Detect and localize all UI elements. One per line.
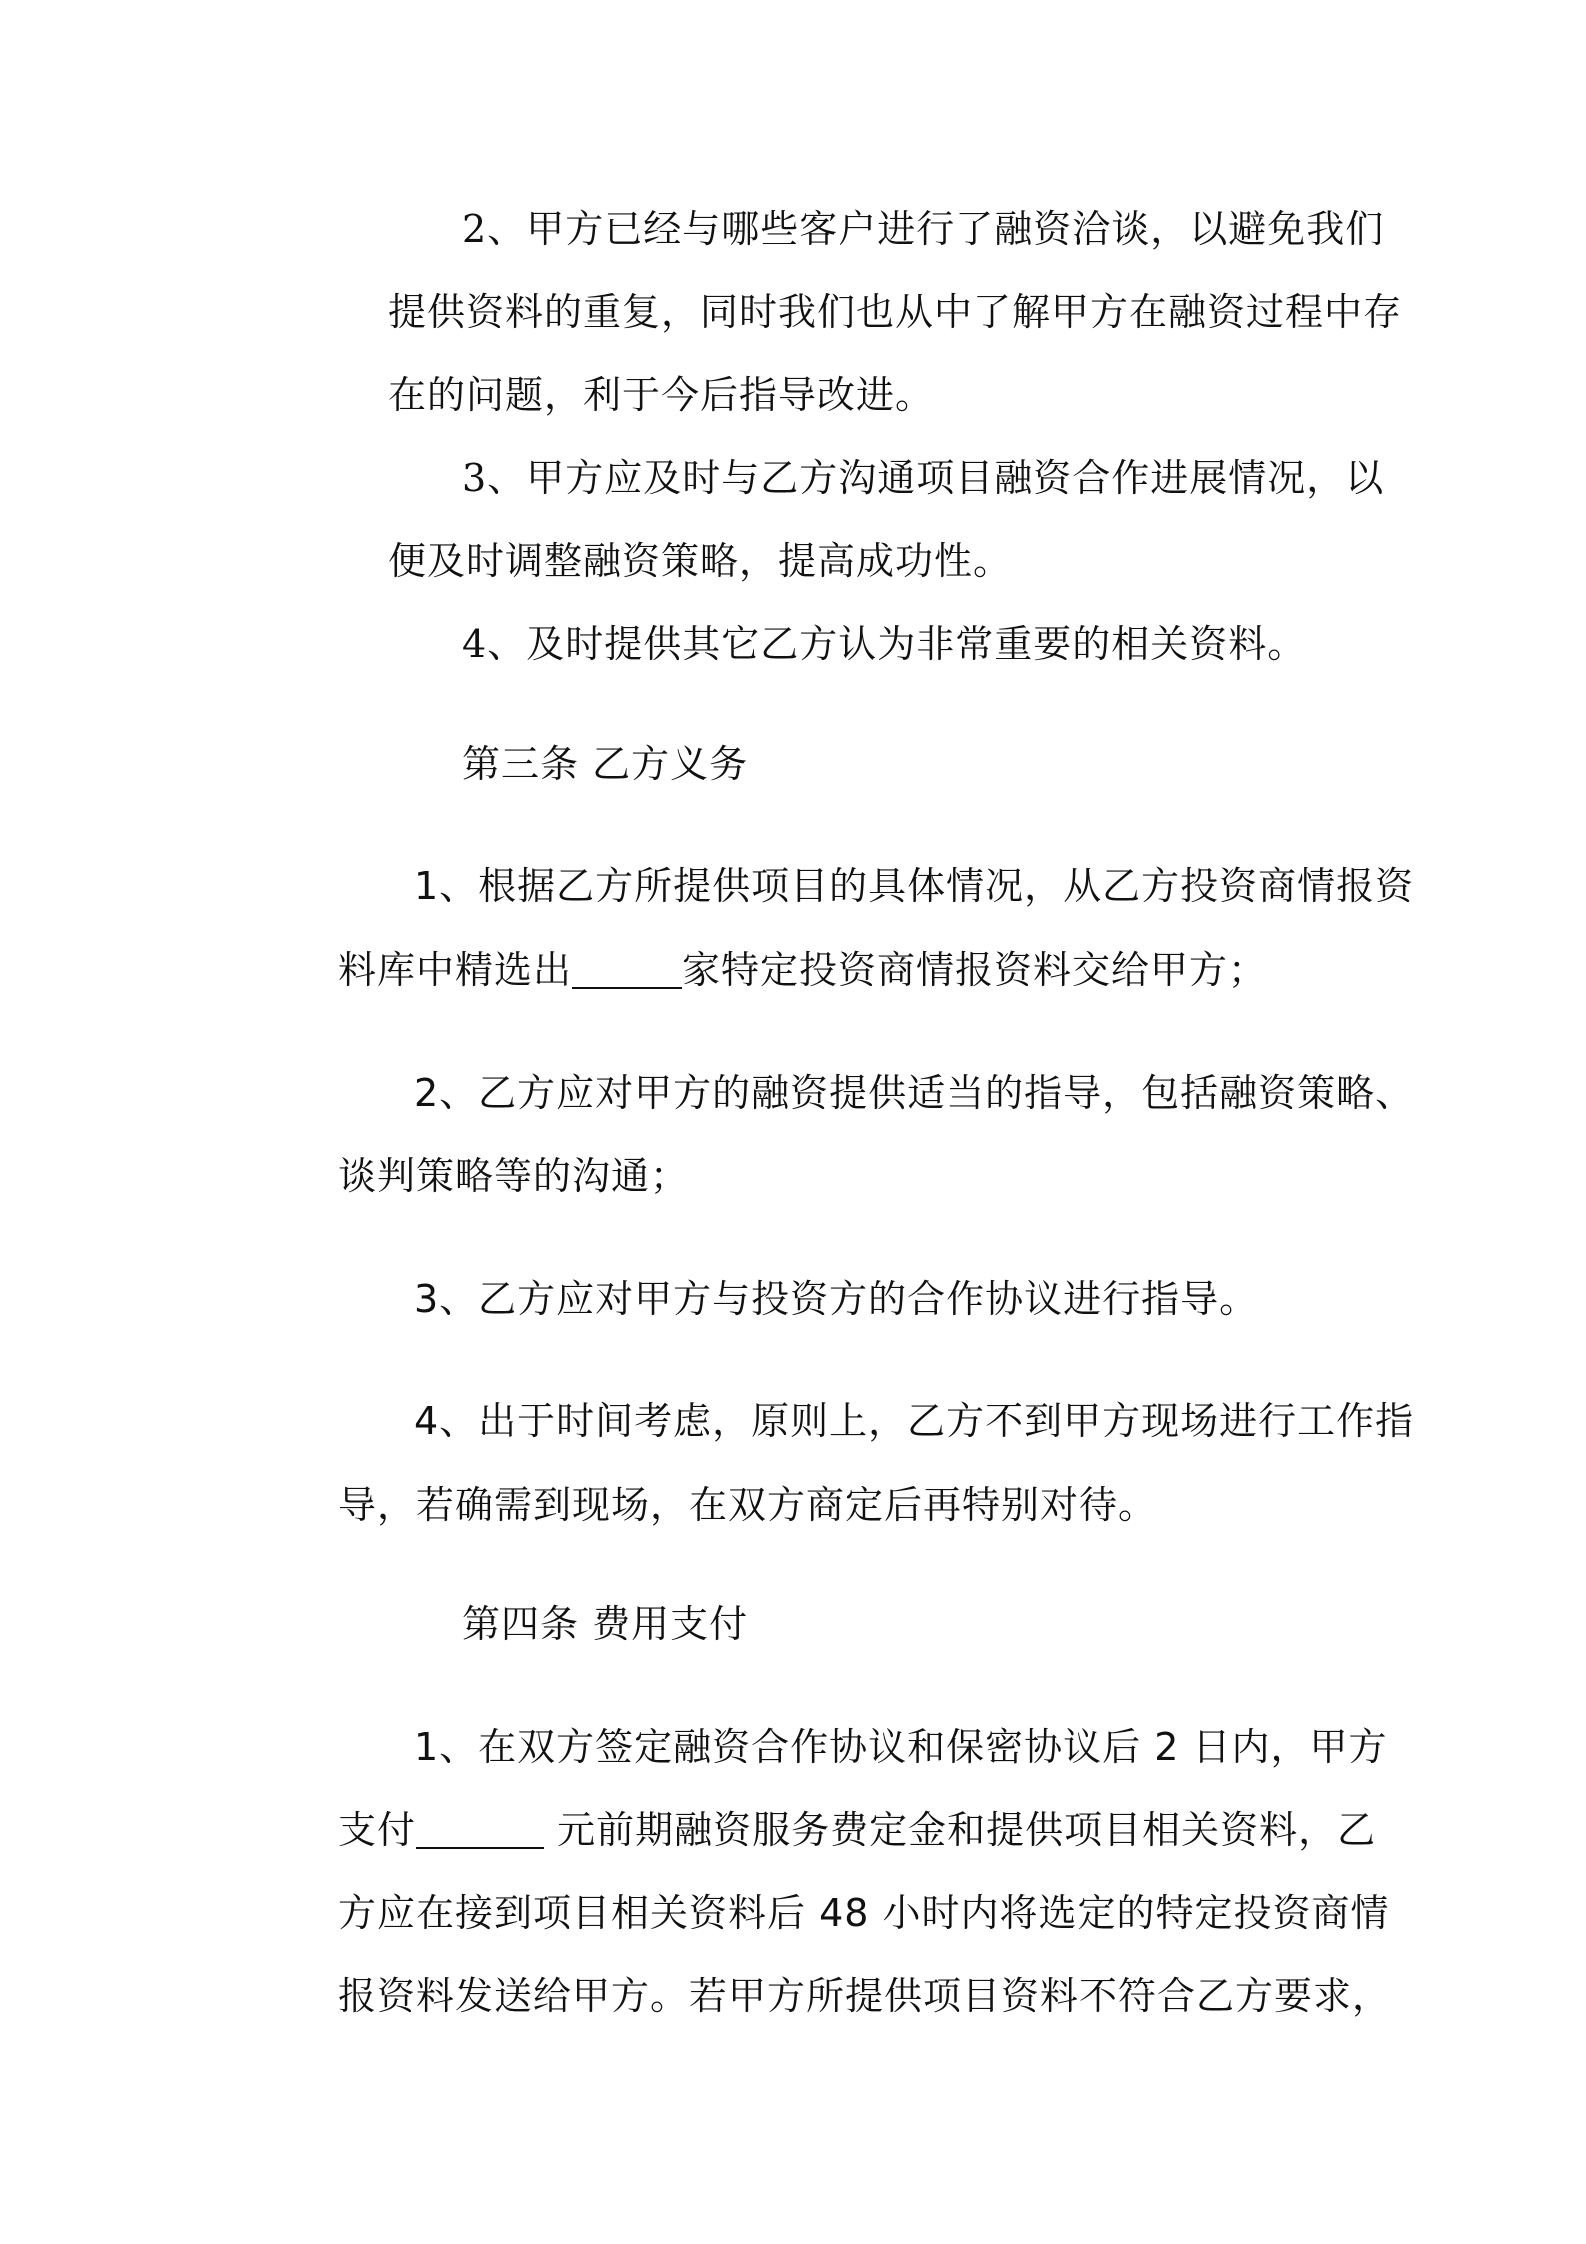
item-3-line-2: 便及时调整融资策略，提高成功性。 — [388, 539, 1013, 583]
fill-in-blank-count[interactable] — [572, 947, 682, 989]
item-3-number: 3、 — [462, 456, 527, 500]
item-3-text-1: 甲方应及时与乙方沟通项目融资合作进展情况，以 — [526, 456, 1385, 500]
article-3-item-4-line-1: 4、出于时间考虑，原则上，乙方不到甲方现场进行工作指 — [414, 1399, 1415, 1443]
article-4-item-1-after-blank: 元前期融资服务费定金和提供项目相关资料，乙 — [544, 1808, 1377, 1852]
item-2-line-2: 提供资料的重复，同时我们也从中了解甲方在融资过程中存 — [388, 290, 1403, 334]
item-2-text-1: 甲方已经与哪些客户进行了融资洽谈，以避免我们 — [526, 207, 1385, 251]
article-3-item-1-before-blank: 料库中精选出 — [338, 948, 573, 992]
item-2-line-3: 在的问题，利于今后指导改进。 — [388, 373, 935, 417]
article-4-heading: 第四条 费用支付 — [462, 1602, 749, 1646]
article-4-item-1-line-1: 1、在双方签定融资合作协议和保密协议后 2 日内，甲方 — [414, 1725, 1388, 1769]
article-4-item-1-line-4: 报资料发送给甲方。若甲方所提供项目资料不符合乙方要求， — [338, 1974, 1392, 2018]
article-3-item-4-line-2: 导，若确需到现场，在双方商定后再特别对待。 — [338, 1483, 1158, 1527]
article-3-item-2-line-2: 谈判策略等的沟通； — [338, 1154, 690, 1198]
article-4-item-1-line-2 — [338, 1806, 1376, 1854]
article-3-item-1-line-2 — [338, 946, 1267, 994]
article-3-item-3-line-1: 3、乙方应对甲方与投资方的合作协议进行指导。 — [414, 1277, 1259, 1321]
item-2-number: 2、 — [462, 207, 527, 251]
article-3-item-2-line-1: 2、乙方应对甲方的融资提供适当的指导，包括融资策略、 — [414, 1071, 1415, 1115]
article-3-heading: 第三条 乙方义务 — [462, 742, 749, 786]
article-3-item-1-after-blank: 家特定投资商情报资料交给甲方； — [682, 948, 1268, 992]
item-3-line-1 — [462, 454, 1384, 502]
item-4-number: 4、 — [462, 622, 527, 666]
article-3-item-1-line-1: 1、根据乙方所提供项目的具体情况，从乙方投资商情报资 — [414, 864, 1415, 908]
item-4-text-1: 及时提供其它乙方认为非常重要的相关资料。 — [526, 622, 1307, 666]
item-4-line-1 — [462, 620, 1306, 668]
article-4-item-1-before-blank: 支付 — [338, 1808, 417, 1852]
article-4-item-1-line-3: 方应在接到项目相关资料后 48 小时内将选定的特定投资商情 — [338, 1891, 1390, 1935]
item-2-line-1 — [462, 205, 1384, 253]
fill-in-blank-amount[interactable] — [416, 1807, 544, 1849]
